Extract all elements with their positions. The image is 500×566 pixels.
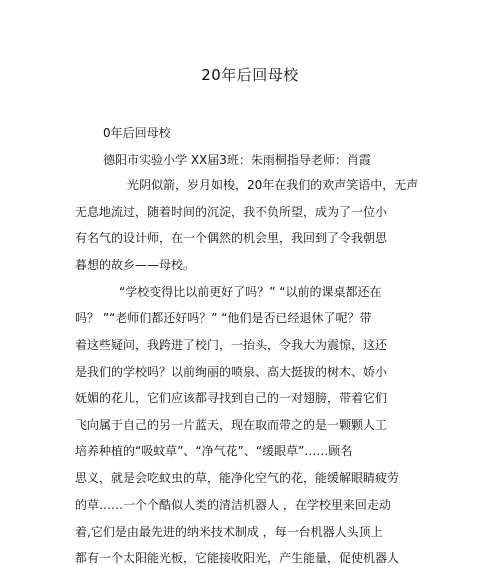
document-title: 20年后回母校 [201,66,299,84]
paragraph-line: 吗？ ”“老师们都还好吗？” “他们是否已经退休了呢？带 [75,311,372,325]
paragraph-line: 妩媚的花儿，它们应该都寻找到自己的一对翅膀，带着它们 [75,391,388,405]
paragraph-line: 有名气的设计师，在一个偶然的机会里，我回到了令我朝思 [75,231,388,245]
paragraph-line: “学校变得比以前更好了吗？” “以前的课桌都还在 [119,285,382,299]
paragraph-line: 培养种植的“吸蚊草”、“净气花”、“缓眼草”……顾名 [75,444,353,458]
paragraph-line: 都有一个太阳能光板，它能接收阳光，产生能量，促使机器人 [75,551,400,565]
author-line: 德阳市实验小学 XX届3班：朱雨桐指导老师：肖霞 [103,153,371,167]
paragraph-line: 无息地流过，随着时间的沉淀，我不负所望，成为了一位小 [75,205,388,219]
paragraph-line: 暮想的故乡——母校。 [75,258,196,272]
paragraph-line: 着,它们是由最先进的纳米技术制成 ，每一台机器人头顶上 [75,525,383,539]
paragraph-line: 光阴似箭，岁月如梭，20年在我们的欢声笑语中，无声 [127,178,419,192]
paragraph-line: 着这些疑问，我跨进了校门，一抬头，令我大为震惊，这还 [75,338,388,352]
paragraph-line: 飞向属于自己的另一片蓝天，现在取而带之的是一颗颗人工 [75,418,388,432]
paragraph-line: 是我们的学校吗？以前绚丽的喷泉、高大挺拔的树木、娇小 [75,365,388,379]
paragraph-line: 的草……一个个酷似人类的清洁机器人 ，在学校里来回走动 [75,498,391,512]
paragraph-line: 思义，就是会吃蚊虫的草，能净化空气的花，能缓解眼睛疲劳 [75,471,400,485]
document-subtitle: 0年后回母校 [103,126,171,140]
